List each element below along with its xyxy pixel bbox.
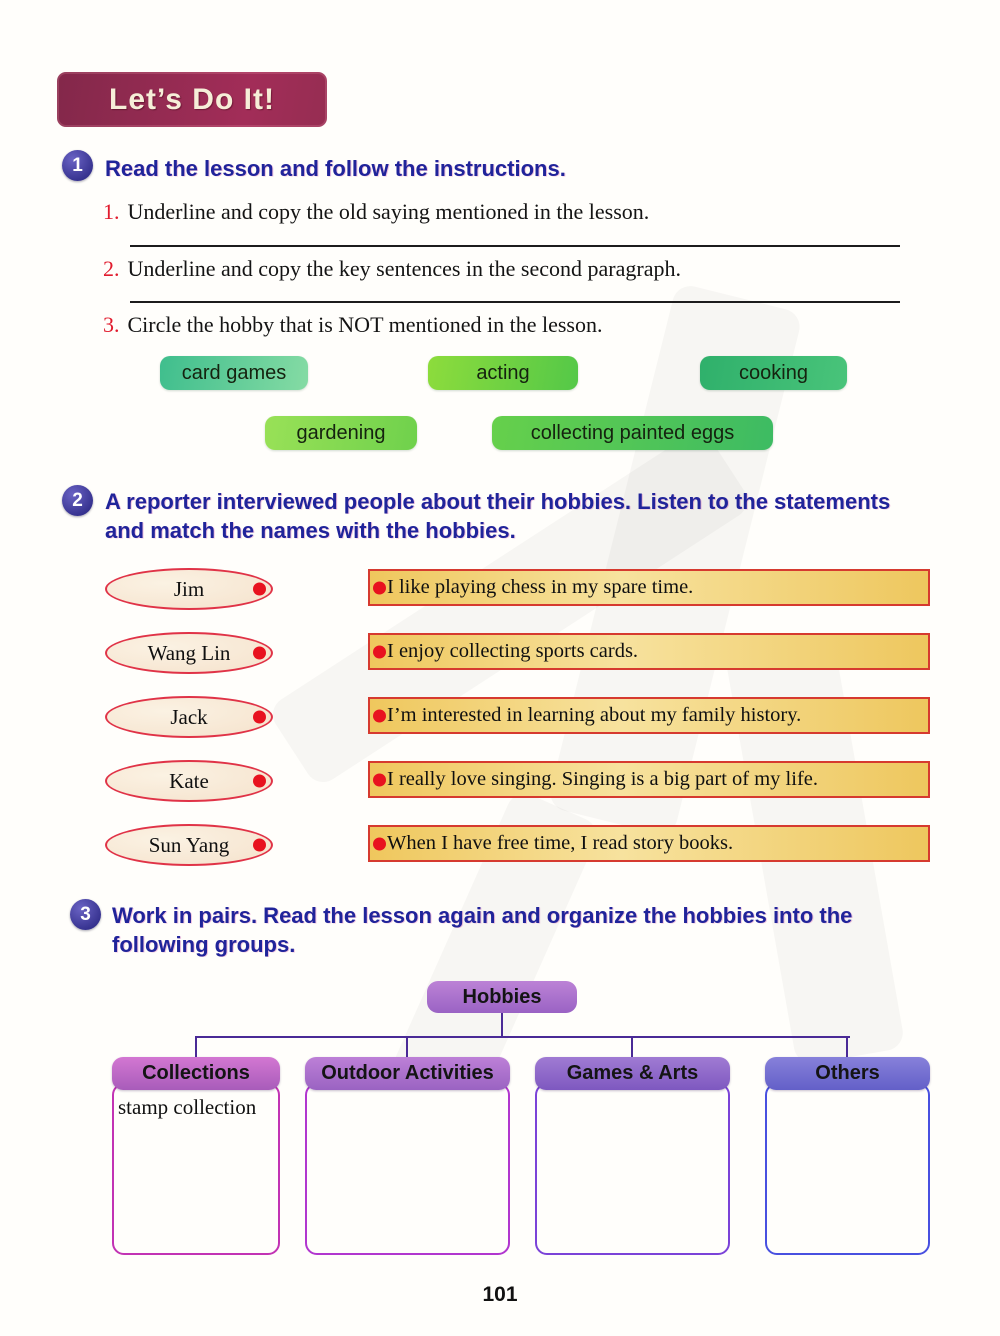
group-box-collections[interactable] [112, 1083, 280, 1255]
page-number: 101 [482, 1283, 518, 1306]
instruction-item-3 [103, 312, 602, 338]
connector-dot-icon[interactable] [253, 583, 266, 596]
section-2-number-badge [62, 485, 93, 516]
banner-label: Let’s Do It! [109, 82, 275, 116]
match-statement-text: I really love singing. Singing is a big part of my life. [387, 768, 819, 790]
match-name-kate[interactable] [105, 760, 273, 802]
match-name-label: Jack [170, 704, 208, 729]
group-header-label: Games & Arts [566, 1062, 699, 1084]
item-3-text: Circle the hobby that is NOT mentioned in the lesson. [127, 312, 603, 337]
connector-dot-icon[interactable] [253, 839, 266, 852]
group-box-games-arts[interactable] [535, 1083, 730, 1255]
match-name-label: Kate [169, 768, 209, 793]
connector-dot-icon[interactable] [253, 647, 266, 660]
tree-connector [501, 1013, 503, 1036]
group-box-outdoor-activities[interactable] [305, 1083, 510, 1255]
instruction-item-1 [103, 199, 649, 225]
group-column-collections [112, 1057, 280, 1255]
connector-dot-icon[interactable] [253, 711, 266, 724]
group-box-others[interactable] [765, 1083, 930, 1255]
group-header-label: Outdoor Activities [321, 1062, 494, 1084]
hobby-pill-collecting-painted-eggs[interactable] [492, 416, 773, 450]
item-3-number: 3. [103, 312, 120, 337]
match-name-jack[interactable] [105, 696, 273, 738]
connector-dot-icon[interactable] [373, 837, 386, 850]
section-2-title: A reporter interviewed people about their hobbies. Listen to the statements and match the names with the hobbies. [105, 489, 891, 543]
section-1-number-badge [62, 150, 93, 181]
connector-dot-icon[interactable] [253, 775, 266, 788]
group-entry-text: stamp collection [118, 1095, 257, 1119]
group-column-games-arts [535, 1057, 730, 1255]
group-column-others [765, 1057, 930, 1255]
section-1-number: 1 [72, 154, 83, 176]
connector-dot-icon[interactable] [373, 581, 386, 594]
tree-connector [195, 1038, 197, 1057]
answer-line-2[interactable] [130, 301, 900, 303]
match-name-wang-lin[interactable] [105, 632, 273, 674]
tree-connector [846, 1038, 848, 1057]
tree-connector [631, 1038, 633, 1057]
section-2-number: 2 [72, 489, 83, 511]
match-statement-text: I like playing chess in my spare time. [387, 576, 694, 598]
tree-connector [406, 1038, 408, 1057]
hobby-pill-label: cooking [739, 361, 808, 384]
match-statement-5[interactable] [368, 825, 930, 862]
connector-dot-icon[interactable] [373, 645, 386, 658]
item-2-number: 2. [103, 256, 120, 281]
tree-root-hobbies [427, 981, 577, 1013]
section-3-number: 3 [80, 903, 91, 925]
tree-connector [195, 1036, 850, 1038]
item-1-number: 1. [103, 199, 120, 224]
section-3-number-badge [70, 899, 101, 930]
tree-root-label: Hobbies [462, 985, 542, 1008]
answer-line-1[interactable] [130, 245, 900, 247]
group-header-label: Others [815, 1062, 880, 1084]
hobby-pill-label: card games [181, 361, 287, 384]
group-header-outdoor-activities [305, 1057, 510, 1090]
item-1-text: Underline and copy the old saying mentioned in the lesson. [127, 199, 650, 224]
item-2-text: Underline and copy the key sentences in the second paragraph. [127, 256, 681, 281]
group-header-games-arts [535, 1057, 730, 1090]
match-name-sun-yang[interactable] [105, 824, 273, 866]
match-statement-3[interactable] [368, 697, 930, 734]
match-name-label: Jim [173, 576, 205, 601]
section-1-title: Read the lesson and follow the instructions. [105, 156, 566, 181]
match-statement-text: I enjoy collecting sports cards. [387, 640, 639, 662]
connector-dot-icon[interactable] [373, 773, 386, 786]
hobby-pill-card-games[interactable] [160, 356, 308, 390]
match-statement-text: When I have free time, I read story books. [387, 832, 734, 854]
instruction-item-2 [103, 256, 681, 282]
group-header-others [765, 1057, 930, 1090]
hobby-pill-label: collecting painted eggs [530, 421, 735, 444]
hobby-pill-cooking[interactable] [700, 356, 847, 390]
hobby-pill-gardening[interactable] [265, 416, 417, 450]
lets-do-it-banner [57, 72, 327, 127]
group-header-label: Collections [142, 1062, 250, 1084]
group-column-outdoor-activities [305, 1057, 510, 1255]
match-statement-4[interactable] [368, 761, 930, 798]
group-header-collections [112, 1057, 280, 1090]
match-statement-2[interactable] [368, 633, 930, 670]
match-name-label: Wang Lin [147, 640, 231, 665]
match-statement-text: I’m interested in learning about my family history. [387, 704, 802, 726]
section-3-title: Work in pairs. Read the lesson again and organize the hobbies into the following groups. [112, 903, 853, 957]
match-statement-1[interactable] [368, 569, 930, 606]
hobby-pill-label: acting [476, 361, 530, 384]
hobby-pill-acting[interactable] [428, 356, 578, 390]
match-name-jim[interactable] [105, 568, 273, 610]
hobby-pill-label: gardening [296, 421, 386, 444]
match-name-label: Sun Yang [148, 832, 230, 857]
connector-dot-icon[interactable] [373, 709, 386, 722]
